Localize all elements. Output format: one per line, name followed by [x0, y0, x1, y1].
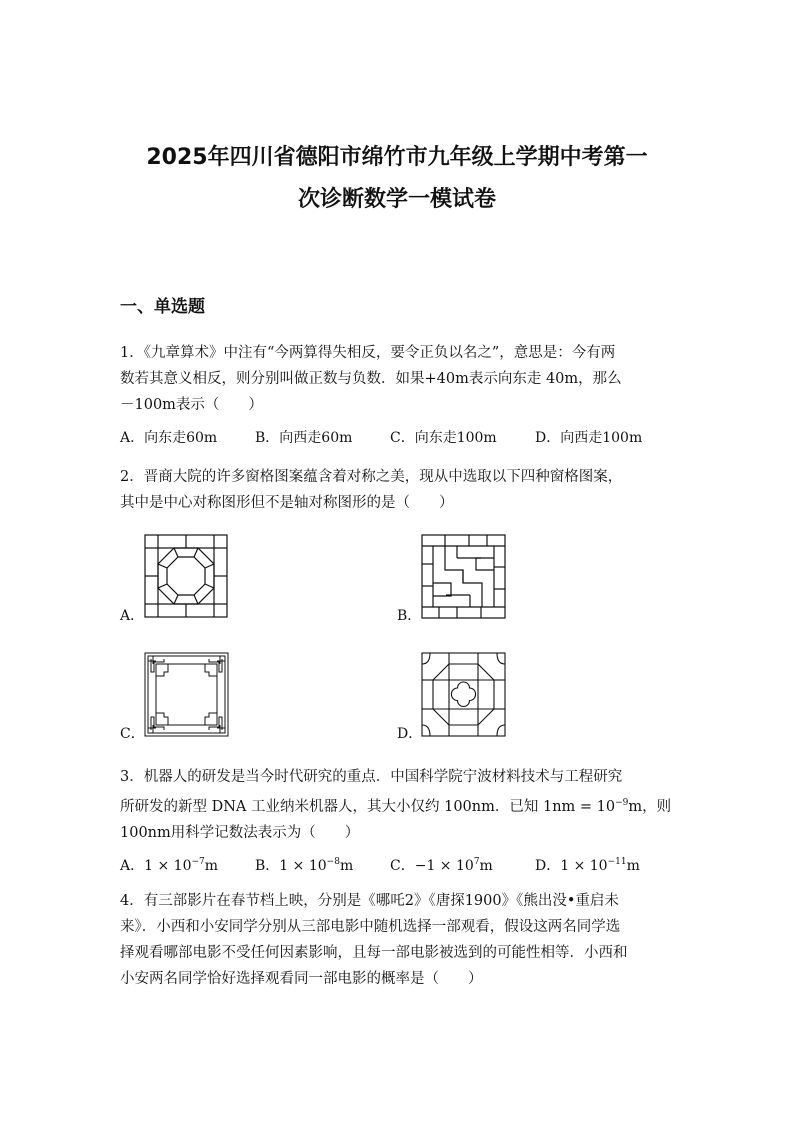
q1-line-2: 数若其意义相反，则分别叫做正数与负数．如果+40m表示向东走 40m，那么	[120, 371, 622, 387]
q1-options	[120, 428, 642, 448]
title-line-1: 2025年四川省德阳市绵竹市九年级上学期中考第一	[146, 145, 648, 170]
q3-d-unit: m	[626, 857, 640, 874]
question-1	[120, 340, 680, 418]
q3-option-d[interactable]	[535, 852, 640, 876]
q2-label-a: A．	[120, 608, 145, 624]
q1-line-1: 1．《九章算术》中注有“今两算得失相反，要令正负以名之”，意思是：今有两	[120, 345, 616, 361]
q1-line-3: －100m表示（ ）	[120, 397, 263, 413]
page-title	[0, 137, 794, 221]
title-line-2: 次诊断数学一模试卷	[297, 187, 496, 212]
q3-a-exp: −7	[191, 857, 205, 867]
q1-option-d[interactable]: D．向西走100m	[535, 430, 643, 446]
q3-line-2	[120, 790, 680, 820]
q3-b-exp: −8	[326, 857, 340, 867]
q3-b-label: B．	[255, 857, 280, 874]
q3-d-label: D．	[535, 857, 561, 874]
q2-label-b: B．	[397, 608, 422, 624]
q3-c-label: C．	[390, 857, 415, 874]
q2-line-2: 其中是中心对称图形但不是轴对称图形的是（ ）	[120, 495, 454, 511]
q3-option-c[interactable]	[390, 852, 535, 876]
question-2	[120, 464, 680, 516]
lattice-figure-b	[421, 534, 506, 619]
q3-line-1: 3．机器人的研发是当今时代研究的重点．中国科学院宁波材料技术与工程研究	[120, 769, 623, 785]
lattice-figure-d	[421, 652, 506, 737]
q3-line-2b: m，则	[628, 798, 672, 815]
q4-line-2: 来》．小西和小安同学分别从三部电影中随机选择一部观看，假设这两名同学选	[120, 919, 621, 935]
q4-line-3: 择观看哪部电影不受任何因素影响，且每一部电影被选到的可能性相等．小西和	[120, 945, 628, 961]
q4-line-4: 小安两名同学恰好选择观看同一部电影的概率是（ ）	[120, 971, 483, 987]
q3-c-exp: 7	[473, 857, 480, 867]
q4-line-1: 4．有三部影片在春节档上映，分别是《哪吒2》《唐探1900》《熊出没•重启未	[120, 893, 619, 909]
q3-d-exp: −11	[607, 857, 627, 867]
q3-a-label: A．	[120, 857, 145, 874]
q3-line-3: 100nm用科学记数法表示为（ ）	[120, 824, 360, 841]
q3-a-base: 1 × 10	[144, 857, 192, 874]
q1-option-b[interactable]: B．向西走60m	[255, 430, 353, 446]
q2-label-d: D．	[397, 726, 423, 742]
q3-options	[120, 852, 640, 876]
question-4	[120, 888, 680, 992]
q3-d-base: 1 × 10	[560, 857, 608, 874]
lattice-figure-c	[144, 652, 229, 737]
section-heading: 一、单选题	[120, 297, 205, 317]
q2-label-c: C．	[120, 726, 145, 742]
q3-c-unit: m	[479, 857, 493, 874]
question-3	[120, 764, 680, 846]
q3-option-b[interactable]	[255, 852, 390, 876]
q1-option-a[interactable]: A．向东走60m	[120, 430, 218, 446]
q3-line-2-exponent: −9	[615, 798, 629, 808]
q3-b-base: 1 × 10	[279, 857, 327, 874]
q3-line-2a: 所研发的新型 DNA 工业纳米机器人，其大小仅约 100nm．已知 1nm = 10	[120, 798, 616, 815]
q3-a-unit: m	[204, 857, 219, 874]
q3-b-unit: m	[339, 857, 354, 874]
q2-line-1: 2．晋商大院的许多窗格图案蕴含着对称之美，现从中选取以下四种窗格图案，	[120, 469, 623, 485]
q1-option-c[interactable]: C．向东走100m	[390, 430, 497, 446]
lattice-figure-a	[144, 534, 228, 618]
q3-c-base: −1 × 10	[414, 857, 474, 874]
q3-option-a[interactable]	[120, 852, 255, 876]
